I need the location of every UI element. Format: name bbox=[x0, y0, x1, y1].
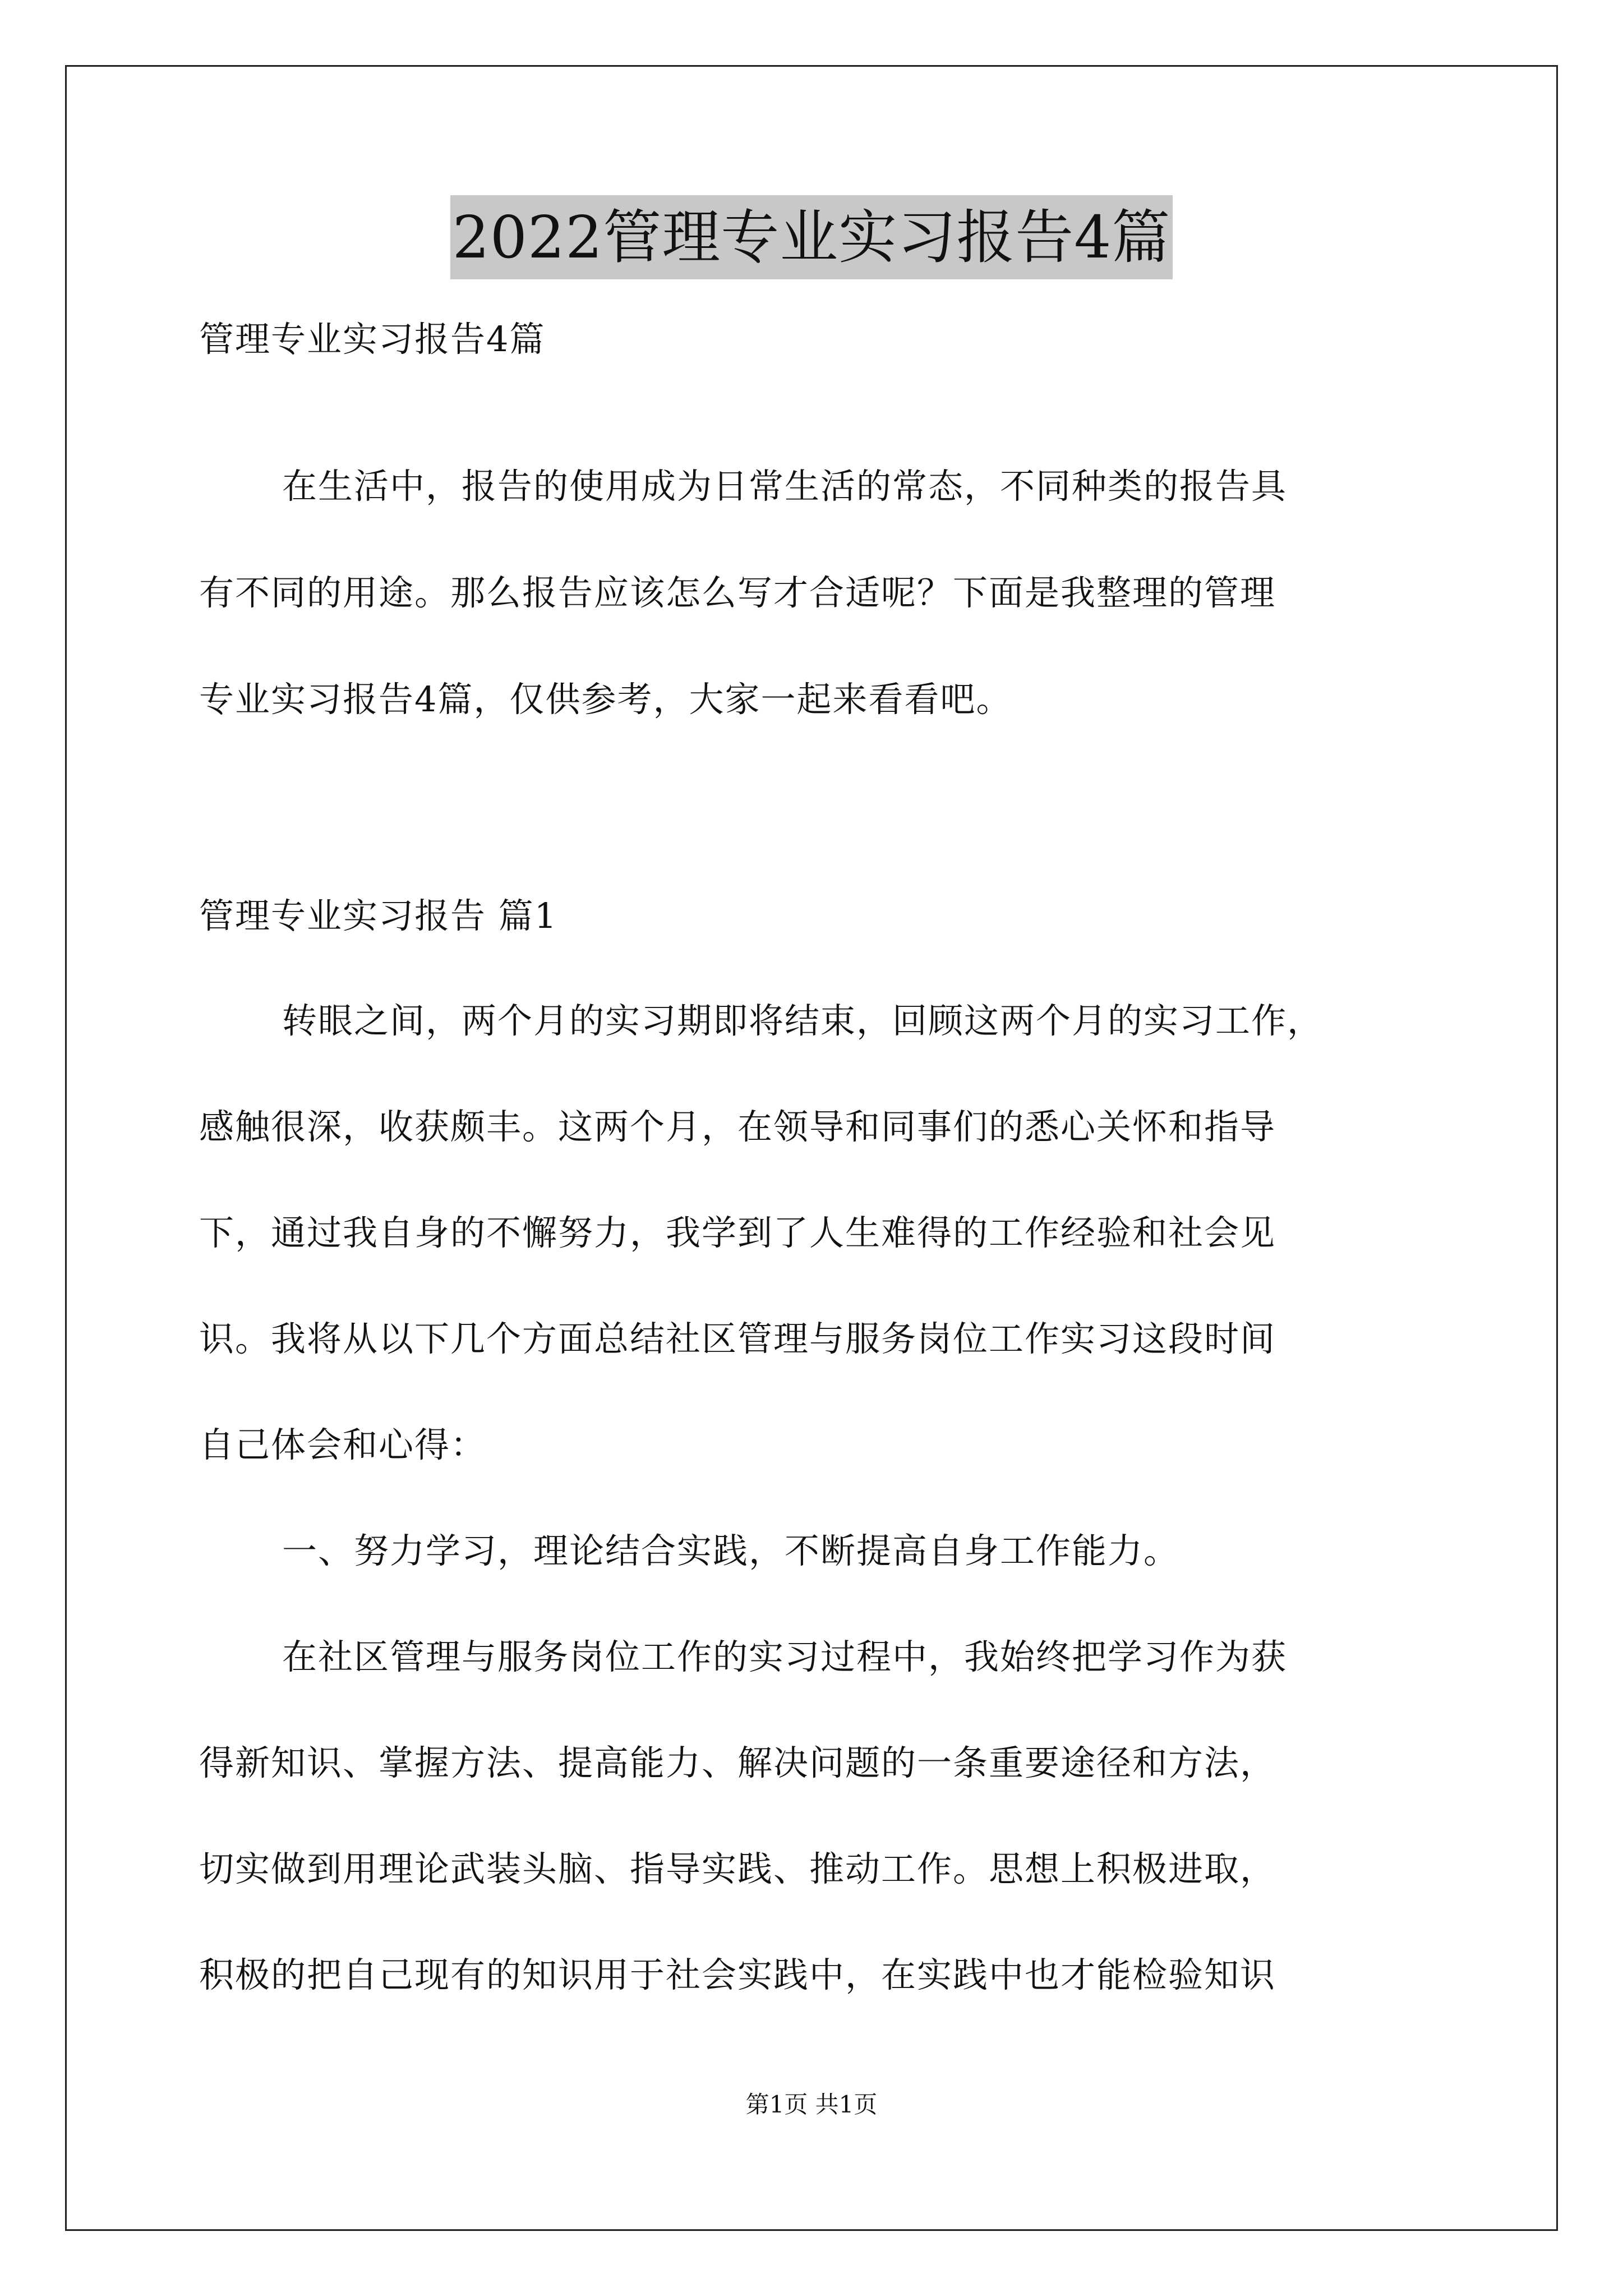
section-line: 切实做到用理论武装头脑、指导实践、推动工作。思想上积极进取， bbox=[199, 1848, 1276, 1889]
section-line: 得新知识、掌握方法、提高能力、解决问题的一条重要途径和方法， bbox=[199, 1742, 1276, 1783]
section-line: 自己体会和心得： bbox=[199, 1424, 487, 1465]
section-line: 转眼之间，两个月的实习期即将结束，回顾这两个月的实习工作， bbox=[282, 1000, 1324, 1041]
section-line: 积极的把自己现有的知识用于社会实践中，在实践中也才能检验知识 bbox=[199, 1954, 1276, 1995]
intro-line: 专业实习报告4篇，仅供参考，大家一起来看看吧。 bbox=[199, 679, 1012, 720]
intro-line: 在生活中，报告的使用成为日常生活的常态，不同种类的报告具 bbox=[282, 466, 1288, 507]
section-line: 感触很深，收获颇丰。这两个月，在领导和同事们的悉心关怀和指导 bbox=[199, 1106, 1276, 1147]
section-line: 识。我将从以下几个方面总结社区管理与服务岗位工作实习这段时间 bbox=[199, 1318, 1276, 1359]
page-footer: 第1页 共1页 bbox=[745, 2091, 878, 2118]
section-line: 在社区管理与服务岗位工作的实习过程中，我始终把学习作为获 bbox=[282, 1636, 1288, 1677]
section-line: 下，通过我自身的不懈努力，我学到了人生难得的工作经验和社会见 bbox=[199, 1212, 1276, 1253]
section-subheading: 一、努力学习，理论结合实践，不断提高自身工作能力。 bbox=[282, 1530, 1180, 1571]
document-title: 2022管理专业实习报告4篇 bbox=[450, 195, 1173, 279]
intro-line: 有不同的用途。那么报告应该怎么写才合适呢？下面是我整理的管理 bbox=[199, 572, 1276, 613]
document-subtitle: 管理专业实习报告4篇 bbox=[199, 319, 546, 360]
section-heading: 管理专业实习报告 篇1 bbox=[199, 895, 558, 936]
title-container bbox=[0, 195, 1623, 279]
